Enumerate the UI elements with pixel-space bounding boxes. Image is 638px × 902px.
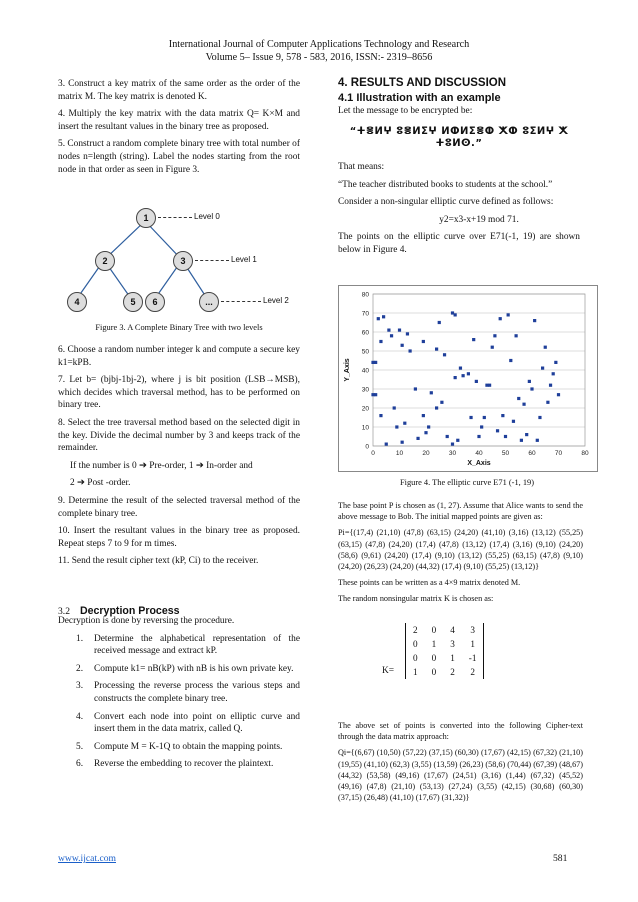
data-point: [379, 414, 382, 417]
data-point: [475, 380, 478, 383]
y-tick-label: 60: [361, 329, 369, 337]
step-8: 8. Select the tree traversal method based on the selected digit in the key. Divide the decimal number by 3 and keeps track of the remainder.: [58, 417, 300, 454]
tree-node-6: 6: [145, 292, 165, 312]
tree-node-3: 3: [173, 251, 193, 271]
y-tick-label: 20: [361, 405, 369, 413]
cipher-intro: The above set of points is converted into the following Cipher-text through the data matrix approach:: [338, 721, 583, 742]
page-number: 581: [553, 853, 568, 864]
decryption-step: 5. Compute M = K-1Q to obtain the mapping points.: [76, 741, 283, 752]
x-tick-label: 50: [501, 450, 510, 457]
x-tick-label: 0: [371, 450, 375, 457]
data-point: [403, 422, 406, 425]
level-1-arrow: [195, 260, 229, 261]
data-point: [504, 435, 507, 438]
data-point: [530, 387, 533, 390]
x-tick-label: 40: [475, 450, 483, 457]
data-point: [382, 315, 385, 318]
right-column-top: [338, 77, 580, 262]
data-point: [549, 384, 552, 387]
data-point: [491, 346, 494, 349]
data-point: [480, 425, 483, 428]
step-9: 9. Determine the result of the selected traversal method of the complete binary tree.: [58, 495, 300, 519]
data-point: [435, 348, 438, 351]
data-point: [499, 317, 502, 320]
section-4-heading: 4. RESULTS AND DISCUSSION: [338, 77, 507, 89]
y-tick-label: 10: [361, 424, 369, 432]
y-tick-label: 80: [361, 291, 369, 299]
data-point: [546, 401, 549, 404]
data-point: [469, 416, 472, 419]
level-1-label: Level 1: [231, 255, 257, 264]
data-point: [387, 329, 390, 332]
data-point: [472, 338, 475, 341]
footer-url[interactable]: [58, 853, 116, 864]
tree-node-2: 2: [95, 251, 115, 271]
decryption-step: 4. Convert each node into point on elliptic curve and insert them in the data matrix, called Q.: [76, 711, 300, 735]
data-point: [443, 353, 446, 356]
level-2-label: Level 2: [263, 296, 289, 305]
step-5: 5. Construct a random complete binary tree with total number of nodes n=length (string). Label the nodes starting from the root node in that order as seen in Figure 3.: [58, 139, 300, 175]
binary-tree-figure: [58, 200, 303, 325]
x-tick-label: 60: [528, 450, 536, 457]
journal-volume: Volume 5– Issue 9, 578 - 583, 2016, ISSN:- 2319–8656: [205, 52, 433, 63]
step-11: 11. Send the result cipher text (kP, Ci) to the receiver.: [58, 556, 259, 567]
step-10: 10. Insert the resultant values in the binary tree as proposed. Repeat steps 7 to 9 for m times.: [58, 526, 300, 549]
y-tick-label: 30: [361, 386, 369, 394]
elliptic-curve-chart: [338, 285, 598, 472]
data-point: [522, 403, 525, 406]
step-7: 7. Let b= (bjbj-1bj-2), where j is bit position (LSB→MSB), which decides which traversal method, has to be performed on binary tree.: [58, 375, 300, 411]
data-point: [515, 334, 518, 337]
cipher-section: [338, 720, 583, 808]
data-point: [451, 443, 454, 446]
section-3-2-number: 3.2: [58, 606, 70, 617]
encoded-message: “ⵜⴻⵍⵖ ⵓⴻⵍⵉⵖ ⵍⵀⵍⵉⴻⵀ ⵅⵀ ⵓⵉⵍⵖ ⵅ ⵜⵓⵍⵙ.”: [349, 125, 569, 150]
data-point: [454, 376, 457, 379]
data-point: [422, 340, 425, 343]
data-point: [483, 416, 486, 419]
y-axis-label: Y_Axis: [344, 358, 351, 382]
journal-title: International Journal of Computer Applications Technology and Research: [168, 39, 470, 50]
data-point: [427, 425, 430, 428]
data-point: [533, 319, 536, 322]
step-3: 3. Construct a key matrix of the same order as the order of the matrix M. The key matrix is denoted K.: [58, 79, 300, 102]
data-point: [525, 433, 528, 436]
mapped-points: Pi={(17,4) (21,10) (47,8) (63,15) (24,20) (41,10) (3,16) (13,12) (55,25) (63,15) (47,8) (24,20) (17,4) (47,8) (13,12) (17,4) (3,16) (9,10) (24,20) (58,6) (9,61) (24,20) (17,4) (9,10) (13,12) (55,25) (63,15) (47,8) (9,10) (24,20) (26,23) (24,20) (44,32) (17,4) (9,10) (55,25) (13,12)}: [338, 528, 583, 572]
plaintext-message: “The teacher distributed books to students at the school.”: [338, 179, 553, 190]
y-tick-label: 70: [361, 310, 369, 318]
key-matrix-intro: The random nonsingular matrix K is chosen as:: [338, 594, 494, 604]
section-4-1-heading: 4.1 Illustration with an example: [338, 91, 501, 104]
data-point: [536, 439, 539, 442]
data-point: [459, 367, 462, 370]
data-point: [385, 443, 388, 446]
data-point: [440, 401, 443, 404]
data-point: [509, 359, 512, 362]
data-point: [416, 437, 419, 440]
decryption-step: 2. Compute k1= nB(kP) with nB is his own private key.: [76, 663, 294, 674]
data-point: [528, 380, 531, 383]
key-matrix: [405, 623, 484, 679]
level-0-arrow: [158, 217, 192, 218]
tree-node-4: 4: [67, 292, 87, 312]
data-point: [467, 372, 470, 375]
scatter-plot: [339, 286, 597, 471]
data-point: [462, 374, 465, 377]
data-point: [552, 372, 555, 375]
x-tick-label: 20: [422, 450, 430, 457]
x-axis-label: X_Axis: [467, 460, 491, 467]
x-tick-label: 10: [395, 450, 404, 457]
data-point: [401, 441, 404, 444]
data-point: [488, 384, 491, 387]
points-intro: The points on the elliptic curve over E71(-1, 19) are shown below in Figure 4.: [338, 232, 580, 255]
data-point: [422, 414, 425, 417]
data-point: [377, 317, 380, 320]
matrix-intro: These points can be written as a 4×9 matrix denoted M.: [338, 578, 521, 588]
right-column-bottom: [338, 500, 583, 610]
x-tick-label: 80: [581, 450, 589, 457]
data-point: [398, 329, 401, 332]
data-point: [496, 429, 499, 432]
y-tick-label: 50: [361, 348, 369, 356]
level-0-label: Level 0: [194, 212, 220, 221]
level-2-arrow: [221, 301, 261, 302]
data-point: [406, 332, 409, 335]
curve-equation: y2=x3-x+19 mod 71.: [439, 214, 519, 225]
rule-2: 2 ➔ Post -order.: [70, 478, 131, 489]
message-intro: Let the message to be encrypted be:: [338, 106, 473, 117]
tree-node-more: ...: [199, 292, 219, 312]
data-point: [446, 435, 449, 438]
decryption-intro: Decryption is done by reversing the procedure.: [58, 616, 235, 626]
tree-node-5: 5: [123, 292, 143, 312]
y-tick-label: 0: [365, 443, 369, 451]
decryption-steps: [58, 633, 300, 771]
data-point: [374, 393, 377, 396]
data-point: [554, 361, 557, 364]
y-tick-label: 40: [361, 367, 369, 375]
figure-4-caption: Figure 4. The elliptic curve E71 (-1, 19): [399, 478, 535, 487]
cipher-points: Qi={(6,67) (10,50) (57,22) (37,15) (60,30) (17,67) (42,15) (67,32) (21,10) (19,55) (41,10) (62,3) (3,55) (13,59) (26,23) (58,6) (70,44) (67,39) (48,67) (44,32) (53,58) (49,16) (17,67) (24,51) (3,16) (1,44) (67,32) (45,52) (49,16) (47,8) (21,10) (53,13) (27,24) (3,55) (42,15) (30,68) (60,30) (37,15) (26,48) (41,10) (17,67) (31,32)}: [338, 748, 583, 803]
base-point-text: The base point P is chosen as (1, 27). Assume that Alice wants to send the above message to Bob. The initial mapped points are given as:: [338, 501, 583, 522]
data-point: [438, 321, 441, 324]
rule-1: If the number is 0 ➔ Pre-order, 1 ➔ In-order and: [70, 460, 253, 471]
data-point: [557, 393, 560, 396]
data-point: [544, 346, 547, 349]
data-point: [435, 406, 438, 409]
key-matrix-label: K=: [382, 666, 395, 676]
that-means: That means:: [338, 161, 385, 172]
section-3-2-title: Decryption Process: [80, 605, 180, 617]
tree-node-1: 1: [136, 208, 156, 228]
data-point: [430, 391, 433, 394]
curve-intro: Consider a non-singular elliptic curve defined as follows:: [338, 197, 554, 208]
data-point: [379, 340, 382, 343]
data-point: [424, 431, 427, 434]
data-point: [414, 387, 417, 390]
data-point: [512, 420, 515, 423]
decryption-step: 3. Processing the reverse process the various steps and constructs the complete binary tree.: [76, 681, 300, 704]
figure-3-caption: Figure 3. A Complete Binary Tree with two levels: [95, 323, 263, 332]
decryption-section: [58, 615, 300, 776]
data-point: [507, 313, 510, 316]
data-point: [501, 414, 504, 417]
data-point: [477, 435, 480, 438]
data-point: [454, 313, 457, 316]
x-tick-label: 70: [554, 450, 563, 457]
step-6: 6. Choose a random number integer k and compute a secure key k1=kPB.: [58, 345, 300, 368]
data-point: [517, 397, 520, 400]
data-point: [541, 367, 544, 370]
journal-link[interactable]: www.ijcat.com: [58, 853, 116, 864]
x-tick-label: 30: [448, 450, 457, 457]
data-point: [409, 349, 412, 352]
data-point: [538, 416, 541, 419]
data-point: [395, 425, 398, 428]
data-point: [456, 439, 459, 442]
data-point: [520, 439, 523, 442]
decryption-step: 1. Determine the alphabetical representation of the received message and extract kP.: [76, 633, 300, 657]
left-steps-continued: [58, 344, 300, 573]
data-point: [374, 361, 377, 364]
data-point: [401, 344, 404, 347]
data-point: [390, 334, 393, 337]
data-point: [393, 406, 396, 409]
step-4: 4. Multiply the key matrix with the data matrix Q= K×M and insert the resultant values in the binary tree as proposed.: [58, 109, 300, 132]
key-matrix-table: 2 0 4 3 0 1 3 1 0 0 1 -1 1 0 2 2: [413, 625, 477, 677]
data-point: [493, 334, 496, 337]
left-column: [58, 78, 300, 181]
decryption-step: 6. Reverse the embedding to recover the plaintext.: [76, 759, 274, 770]
